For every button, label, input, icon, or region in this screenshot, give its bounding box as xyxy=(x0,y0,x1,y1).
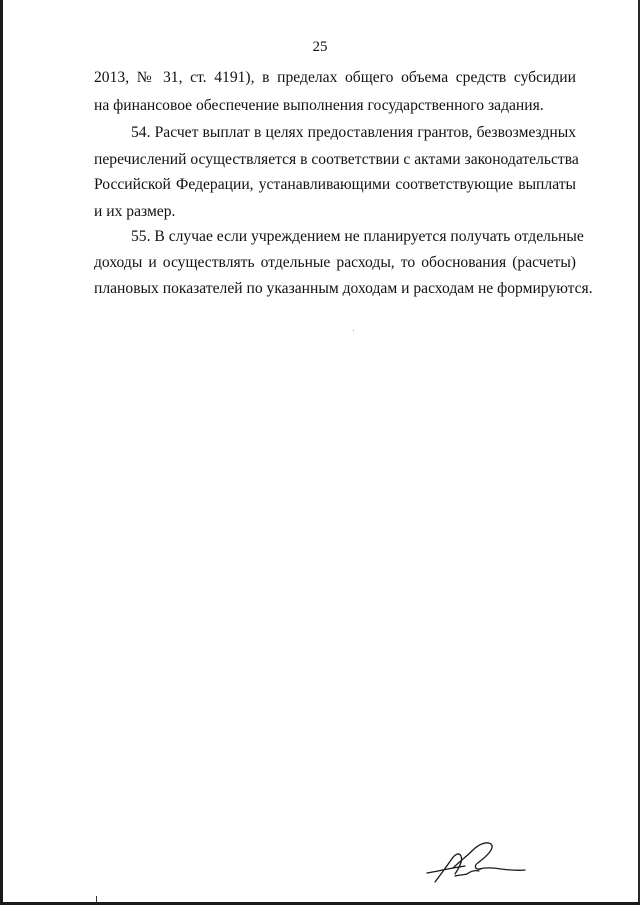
page-number: 25 xyxy=(312,39,328,55)
paragraph-55-line-2: доходы и осуществлять отдельные расходы, то обоснования (расчеты) xyxy=(94,254,576,271)
scan-speck xyxy=(353,330,354,331)
paragraph-continuation-line-2: на финансовое обеспечение выполнения государственного задания. xyxy=(94,97,544,114)
paragraph-54-line-1: 54. Расчет выплат в целях предоставления грантов, безвозмездных xyxy=(131,124,576,141)
paragraph-54-line-4: и их размер. xyxy=(94,203,176,220)
paragraph-55-line-1: 55. В случае если учреждением не планируется получать отдельные xyxy=(131,228,584,245)
paragraph-54-line-2: перечислений осуществляется в соответствии с актами законодательства xyxy=(94,151,579,168)
scan-edge-left xyxy=(0,0,3,905)
scan-edge-mark xyxy=(96,896,97,902)
paragraph-55-line-3: плановых показателей по указанным доходам и расходам не формируются. xyxy=(94,280,593,297)
paragraph-continuation-line-1: 2013, № 31, ст. 4191), в пределах общего объема средств субсидии xyxy=(94,69,576,86)
paragraph-54-line-3: Российской Федерации, устанавливающими соответствующие выплаты xyxy=(94,176,576,193)
signature-image xyxy=(425,838,530,888)
